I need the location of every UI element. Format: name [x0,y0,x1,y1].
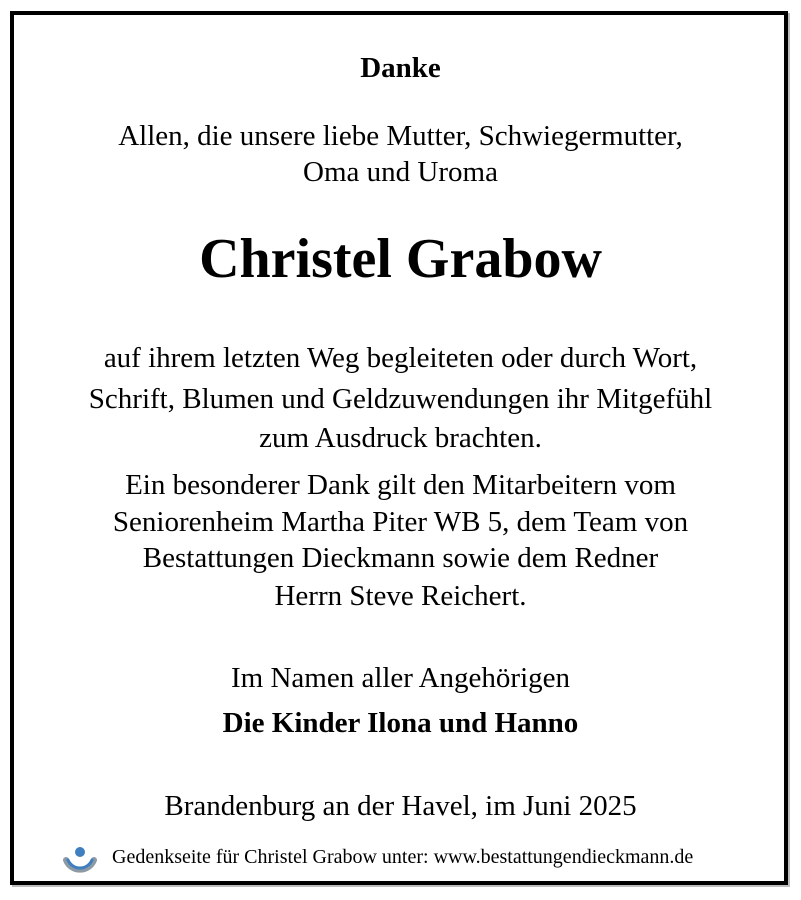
thanks-line: zum Ausdruck brachten. [259,422,542,454]
signature: Die Kinder Ilona und Hanno [222,707,579,739]
intro-line: Oma und Uroma [303,156,498,188]
special-thanks-line: Herrn Steve Reichert. [274,580,527,612]
special-thanks-line: Ein besonderer Dank gilt den Mitarbeitern vom [125,469,676,501]
memorial-logo-icon [62,840,98,874]
deceased-name: Christel Grabow [199,228,602,290]
on-behalf-line: Im Namen aller Angehörigen [230,662,571,694]
notice-heading: Danke [360,52,441,84]
intro-line: Allen, die unsere liebe Mutter, Schwiegermutter, [118,120,683,152]
thanks-line: Schrift, Blumen und Geldzuwendungen ihr Mitgefühl [88,383,713,415]
special-thanks-line: Bestattungen Dieckmann sowie dem Redner [142,542,659,574]
special-thanks-line: Seniorenheim Martha Piter WB 5, dem Team von [112,506,689,538]
memorial-page-link-text[interactable]: Gedenkseite für Christel Grabow unter: www.bestattungendieckmann.de [112,846,694,868]
memorial-page-footer [62,840,693,874]
place-date: Brandenburg an der Havel, im Juni 2025 [164,790,637,822]
thanks-line: auf ihrem letzten Weg begleiteten oder durch Wort, [103,342,698,374]
